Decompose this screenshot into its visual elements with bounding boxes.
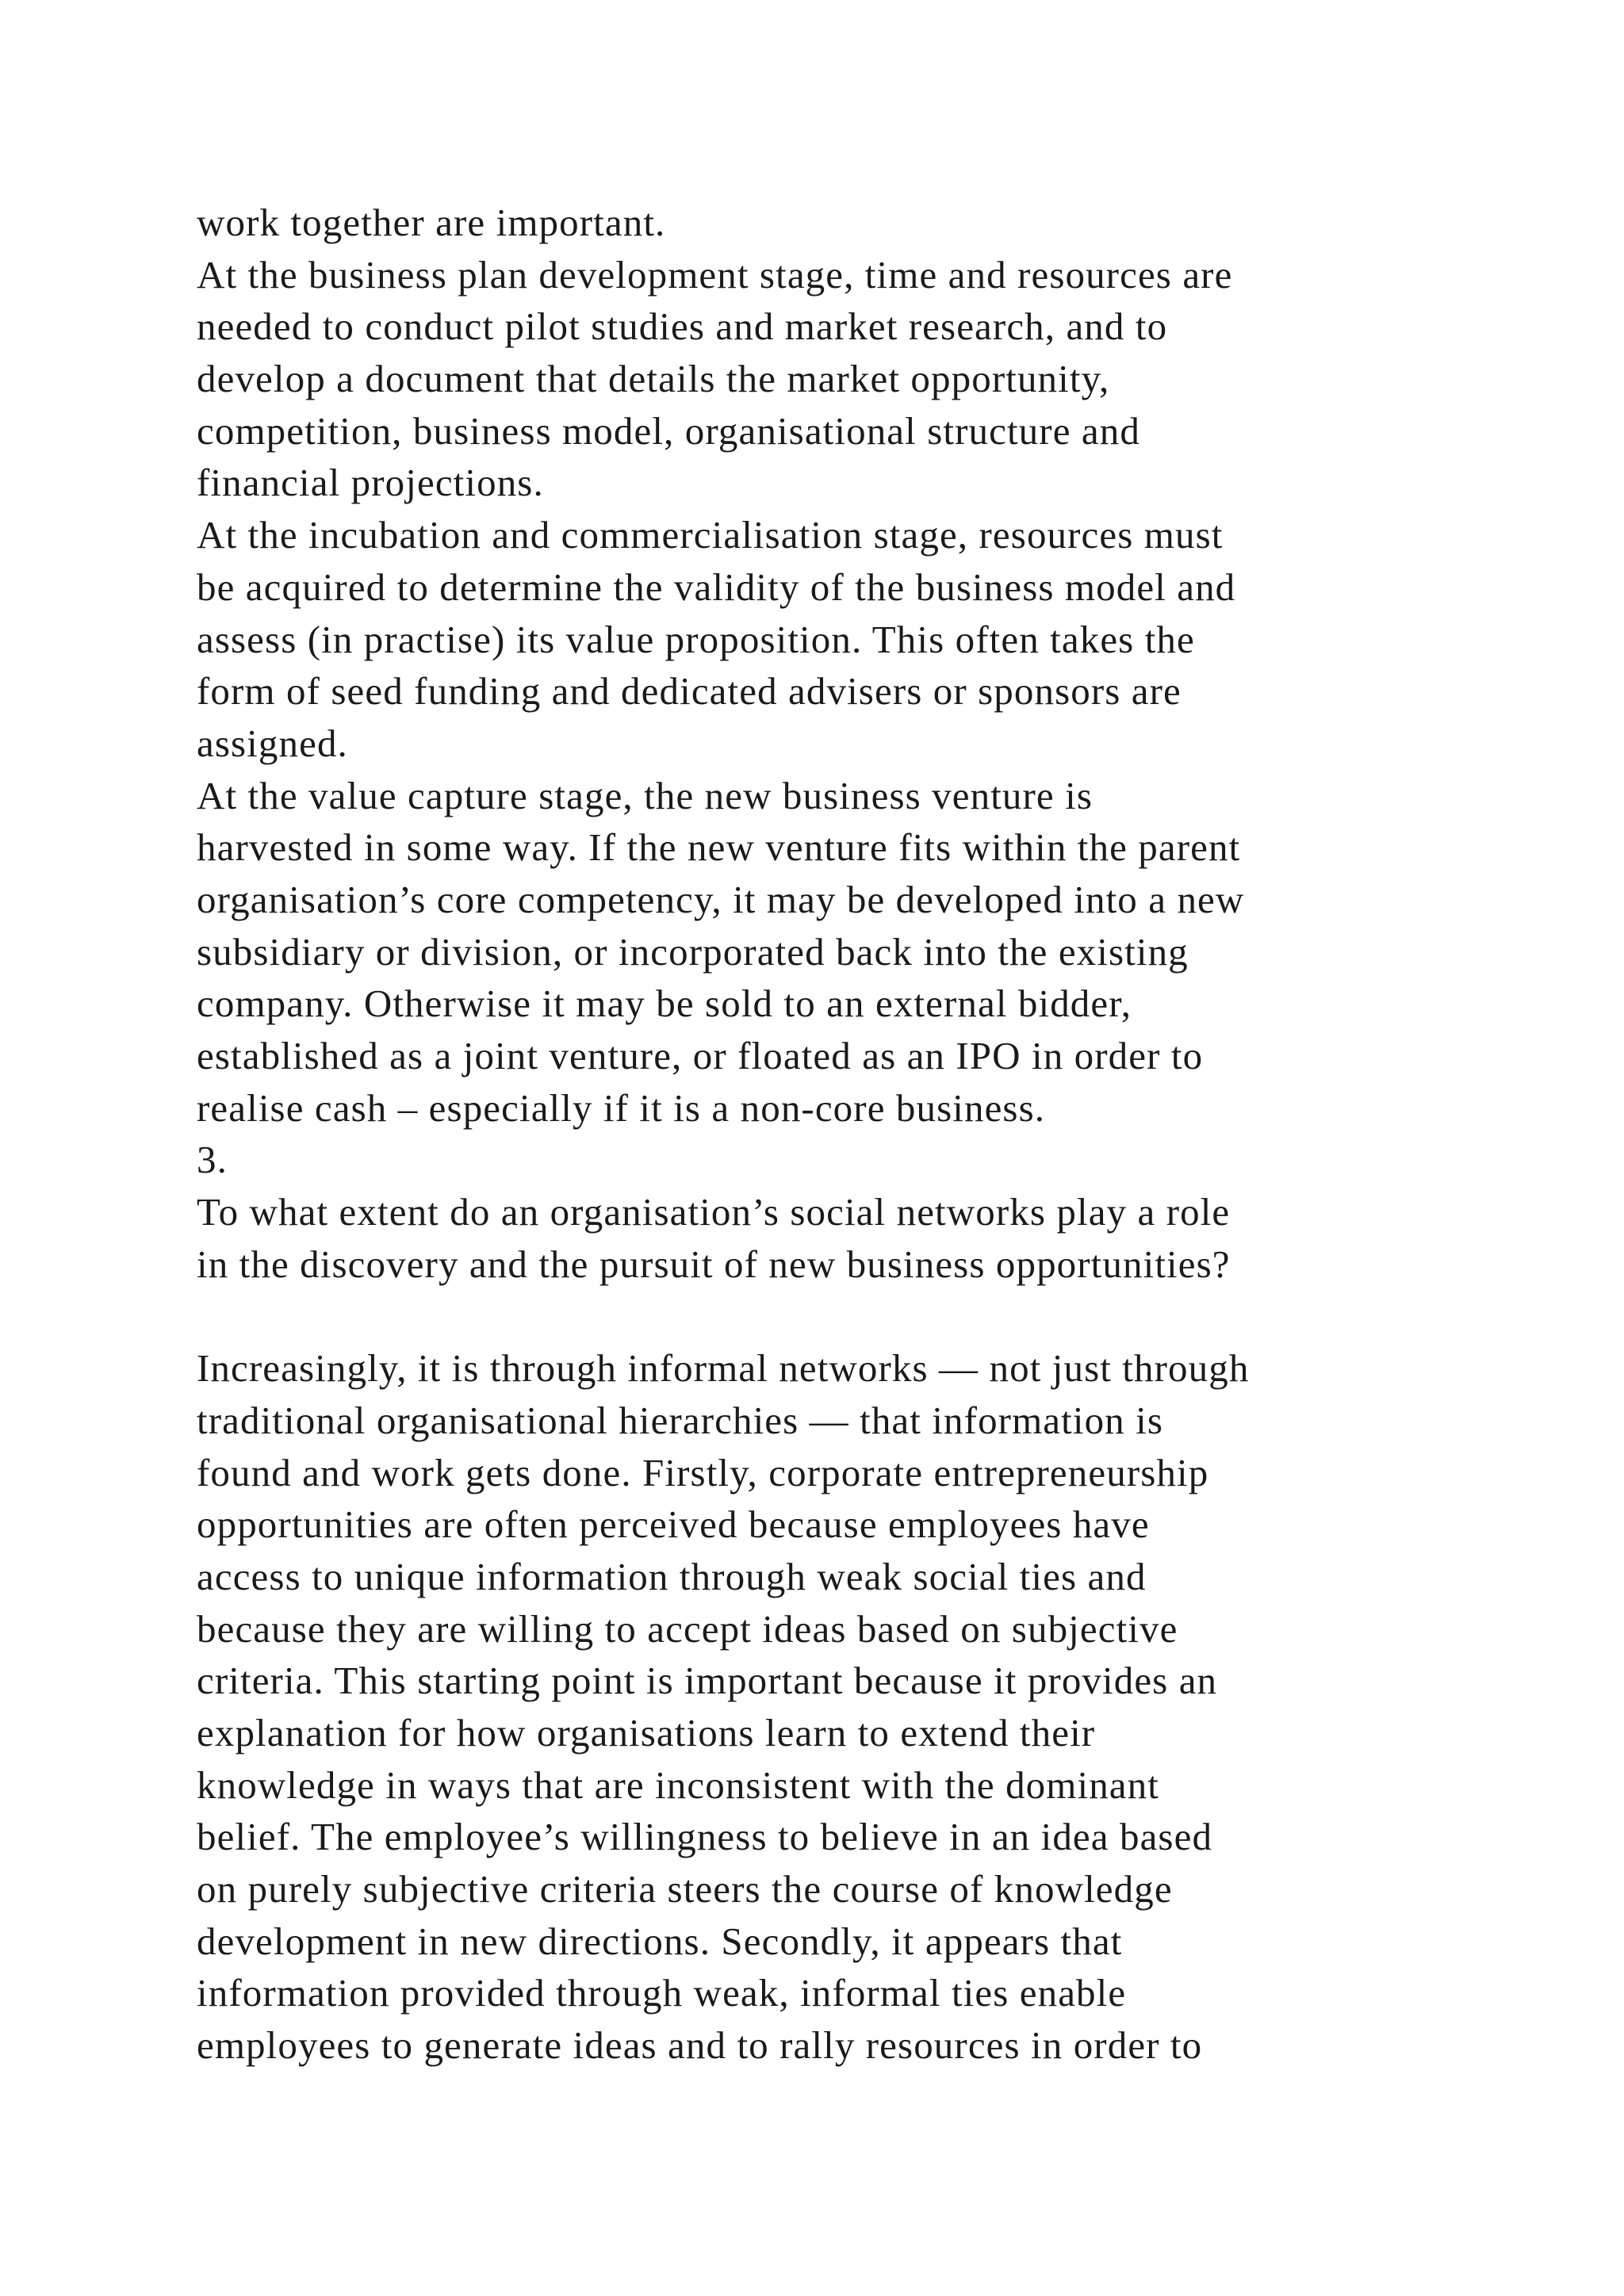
text-line: At the value capture stage, the new business venture is [197,773,1094,817]
text-line: established as a joint venture, or floated as an IPO in order to [197,1034,1204,1077]
text-line: realise cash – especially if it is a non-core business. [197,1085,1046,1130]
document-body [197,197,1481,2072]
text-line: financial projections. [197,461,544,505]
answer-text-line: because they are willing to accept ideas based on subjective [197,1606,1178,1651]
answer-text-line: development in new directions. Secondly, it appears that [197,1919,1123,1963]
answer-text-line: criteria. This starting point is important because it provides an [197,1659,1218,1703]
answer-text-line: knowledge in ways that are inconsistent with the dominant [197,1762,1159,1807]
text-line: assigned. [197,721,348,765]
question-text-line: To what extent do an organisation’s social networks play a role [197,1190,1231,1234]
answer-text-line: explanation for how organisations learn to extend their [197,1710,1096,1755]
text-line: assess (in practise) its value proposition. This often takes the [197,617,1195,661]
answer-text-line: found and work gets done. Firstly, corporate entrepreneurship [197,1450,1209,1494]
blank-line [197,1290,1481,1342]
answer-text-line: employees to generate ideas and to rally resources in order to [197,2023,1203,2068]
answer-text-line: belief. The employee’s willingness to believe in an idea based [197,1815,1213,1859]
text-line: harvested in some way. If the new venture fits within the parent [197,825,1241,870]
text-line: needed to conduct pilot studies and market research, and to [197,304,1168,349]
text-line: be acquired to determine the validity of the business model and [197,564,1236,609]
question-text-line: in the discovery and the pursuit of new business opportunities? [197,1242,1231,1286]
question-number: 3. [197,1138,228,1182]
answer-text-line: Increasingly, it is through informal networks — not just through [197,1346,1250,1391]
text-line: organisation’s core competency, it may be developed into a new [197,877,1245,921]
answer-text-line: traditional organisational hierarchies — that information is [197,1398,1164,1442]
text-line: At the incubation and commercialisation stage, resources must [197,513,1224,557]
answer-text-line: opportunities are often perceived because employees have [197,1502,1150,1547]
text-line: subsidiary or division, or incorporated back into the existing [197,929,1189,974]
answer-text-line: access to unique information through weak social ties and [197,1554,1147,1598]
text-line: work together are important. [197,201,666,244]
text-line: competition, business model, organisational structure and [197,408,1140,453]
answer-text-line: on purely subjective criteria steers the course of knowledge [197,1867,1173,1911]
answer-text-line: information provided through weak, informal ties enable [197,1971,1127,2015]
text-line: At the business plan development stage, time and resources are [197,252,1233,297]
text-line: form of seed funding and dedicated advisers or sponsors are [197,669,1182,714]
text-line: develop a document that details the market opportunity, [197,357,1110,401]
text-line: company. Otherwise it may be sold to an external bidder, [197,982,1132,1026]
